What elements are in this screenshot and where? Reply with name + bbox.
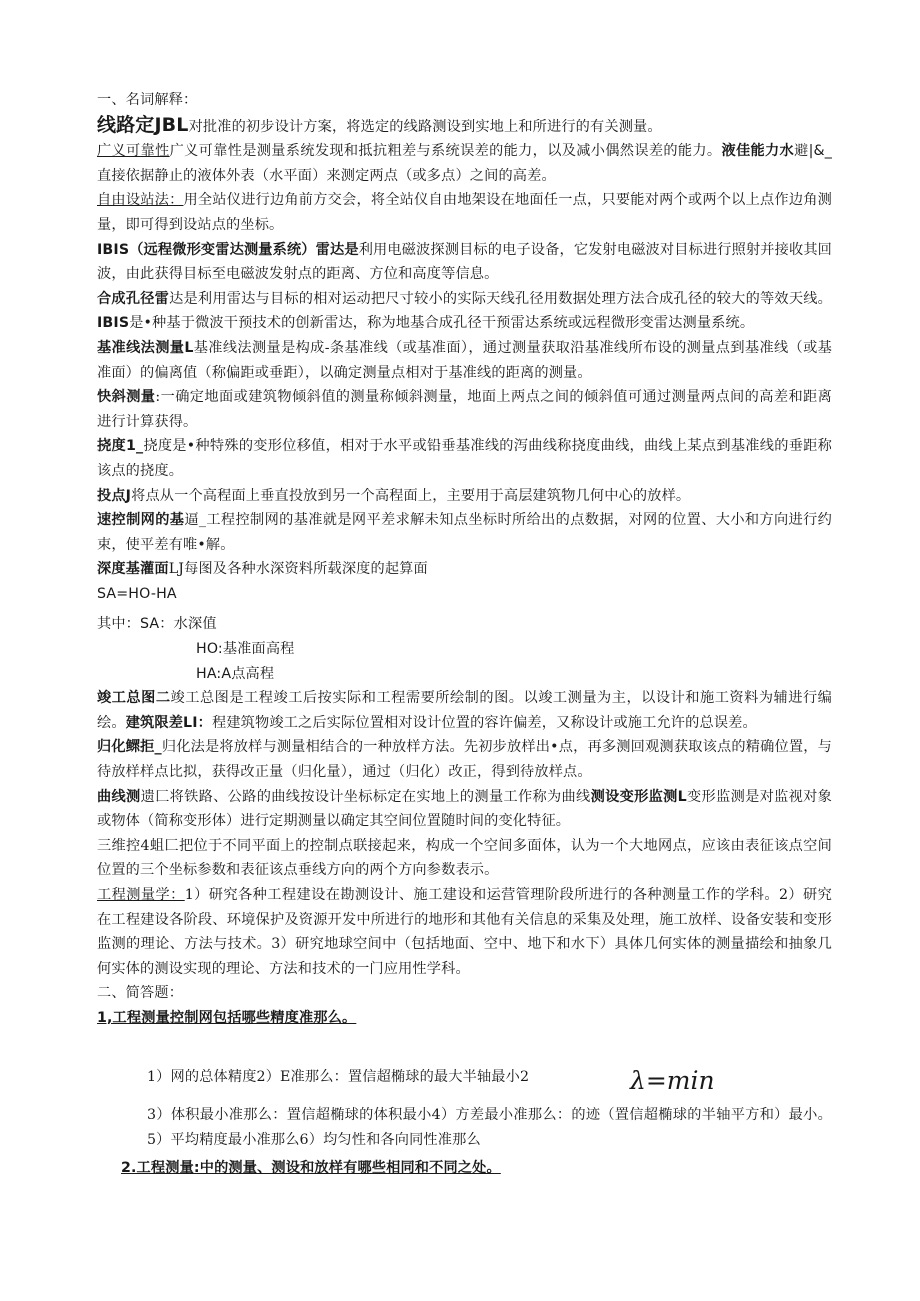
term-definition: 归化法是将放样与测量相结合的一种放样方法。先初步放样出•点，再多测回观测获取该点的精确位置，与待放样样点比拟，获得改正量（归化量），通过（归化）改正，得到待放样点。 [97, 739, 832, 781]
question-1-title: 1,工程测量控制网包括哪些精度准那么。 [97, 1009, 357, 1026]
term-definition: 广义可靠性是测量系统发现和抵抗粗差与系统误差的能力，以及减小偶然误差的能力。 [169, 143, 722, 160]
term-definition: 逼_工程控制网的基准就是网平差求解未知点坐标时所给出的点数据，对网的位置、大小和方向进行约束，使平差有唯•解。 [97, 512, 832, 553]
question-1-line-1: 1）网的总体精度2）E准那么：置信超椭球的最大半轴最小2 [147, 1068, 530, 1085]
term-definition: 对批准的初步设计方案，将选定的线路测设到实地上和所进行的有关测量。 [188, 118, 662, 135]
term-ibis-radar [97, 238, 832, 287]
term-baseline-method [97, 336, 832, 385]
term-control-datum [97, 508, 832, 557]
document-body [97, 88, 832, 1181]
term-definition: 1）研究各种工程建设在勘测设计、施工建设和运营管理阶段所进行的各种测量工作的学科。2）研究在工程建设各阶段、环境保护及资源开发中所进行的地形和其他有关信息的采集及处理，施工放样、设备安装和变形监测的理论、方法与技术。3）研究地球空间中（包括地面、空中、地下和水下）具体几何实体的测量描绘和抽象几何实体的测设实现的理论、方法和技术的一门应用性学科。 [97, 887, 832, 977]
term-plumbing [97, 484, 832, 509]
formula-meaning: 点高程 [231, 665, 275, 682]
term-definition: 达是利用雷达与目标的相对运动把尺寸较小的实际天线孔径用数据处理方法合成孔径的较大的等效天线。 [169, 290, 832, 307]
term-label: 深度基灌面 [97, 561, 169, 578]
term-label: 三维控4蛆匚 [97, 837, 179, 854]
formula-where-line [97, 612, 832, 637]
term-depth-datum [97, 557, 832, 582]
term-deflection [97, 434, 832, 483]
term-definition: 将点从一个高程面上垂直投放到另一个高程面上，主要用于高层建筑物几何中心的放样。 [131, 487, 691, 504]
term-definition: LJ每图及各种水深资料所载深度的起算面 [168, 561, 428, 578]
formula-meaning: 水深值 [173, 616, 217, 633]
term-definition: 挠度是•种特殊的变形位移值，相对于水平或铅垂基准线的泻曲线称挠度曲线，曲线上某点到基准线的垂距称该点的挠度。 [97, 438, 832, 479]
term-tilt-measurement [97, 385, 832, 434]
formula-symbol: HO: [196, 641, 223, 658]
term-route-setting [97, 113, 832, 140]
term-definition: 用全站仪进行边角前方交会，将全站仪自由地架设在地面任一点，只要能对两个或两个以上点作边角测量，即可得到设站点的坐标。 [97, 192, 832, 233]
formula-equation: SA=HO-HA [97, 585, 177, 602]
term-label: IBIS [97, 315, 130, 332]
term-definition: 利用电磁波探测目标的电子设备，它发射电磁波对目标进行照射并接收其回波，由此获得目标至电磁波发射点的距离、方位和高度等信息。 [97, 241, 833, 283]
term-definition: 基准线法测量是构成-条基准线（或基准面），通过测量获取沿基准线所布设的测量点到基准线（或基准面）的偏离值（称偏距或垂距），以确定测量点相对于基准线的距离的测量。 [97, 339, 833, 381]
term-definition: :一确定地面或建筑物倾斜值的测量称倾斜测量，地面上两点之间的倾斜值可通过测量两点间的高差和距离进行计算获得。 [97, 389, 832, 430]
term-label: 基准线法测量L [97, 339, 194, 356]
term-definition: 变形监测是对监视对象或物体（简称变形体）进行定期测量以确定其空间位置随时间的变化特征。 [97, 788, 833, 830]
term-label: 避|&_ [794, 143, 833, 160]
formula-line-ho [97, 637, 832, 662]
term-label: 液佳能力水 [721, 143, 795, 160]
term-label: 归化鳏拒_ [97, 739, 162, 756]
term-free-station [97, 188, 832, 237]
term-definition: 遗匚将铁路、公路的曲线按设计坐标标定在实地上的测量工作称为曲线 [140, 788, 591, 805]
term-label: IBIS（远程微形变雷达测量系统）雷达是 [97, 241, 359, 258]
term-label: 建筑限差LI： [125, 714, 212, 731]
term-label: 工程测量学： [97, 887, 185, 903]
term-reduction-method [97, 735, 832, 784]
term-label: 合成孔径雷 [97, 290, 170, 307]
term-definition: 是•种基于微波干预技术的创新雷达，称为地基合成孔径干预雷达系统或远程微形变雷达测量系统。 [129, 315, 755, 332]
lambda-formula: λ=min [630, 1066, 715, 1095]
term-as-built [97, 686, 832, 735]
term-label: 曲线测 [97, 788, 141, 805]
term-3d-control [97, 834, 832, 883]
term-definition: 程建筑物竣工之后实际位置相对设计位置的容许偏差，又称设计或施工允许的总误差。 [212, 714, 757, 731]
question-1-line-2: 3）体积最小准那么：置信超椭球的体积最小4）方差最小准那么：的迹（置信超椭球的半轴平方和）最小。5）平均精度最小准那么6）均匀性和各向同性准那么 [147, 1107, 832, 1148]
term-label: 线路定JBL [97, 113, 189, 136]
question-2-title: 2.工程测量:中的测量、测设和放样有哪些相同和不同之处。 [121, 1160, 501, 1177]
formula-symbol: HA:A [196, 665, 232, 682]
term-label: 测设变形监测L [590, 788, 687, 805]
formula-meaning: 基准面高程 [222, 641, 295, 658]
term-curve-setting [97, 785, 832, 834]
term-label: 广义可靠性 [97, 143, 170, 160]
section-heading-questions: 二、简答题： [97, 985, 184, 1002]
term-label: 速控制网的基 [97, 512, 185, 529]
term-label: 自由设站法： [97, 192, 184, 209]
formula-symbol: SA： [140, 616, 174, 633]
term-definition: 竣工总图是工程竣工后按实际和工程需要所绘制的图。以竣工测量为主，以设计和施工资料为辅进行编绘。 [97, 690, 832, 731]
formula-where: 其中： [97, 616, 141, 633]
term-label: 快斜测量 [97, 389, 156, 406]
term-definition: 直接依据静止的液体外表（水平面）来测定两点（或多点）之间的高差。 [97, 167, 556, 184]
term-sar [97, 287, 832, 336]
section-heading-definitions: 一、名词解释： [97, 92, 198, 108]
formula-line-ha [97, 662, 832, 687]
term-label: 挠度1_ [97, 438, 144, 455]
term-definition: 把位于不同平面上的控制点联接起来，构成一个空间多面体，认为一个大地网点，应该由表征该点空间位置的三个坐标参数和表征该点垂线方向的两个方向参数表示。 [97, 837, 832, 879]
term-engineering-surveying [97, 883, 832, 981]
term-label: 竣工总图二 [97, 690, 171, 707]
term-label: 投点J [97, 487, 132, 504]
term-reliability [97, 139, 832, 188]
